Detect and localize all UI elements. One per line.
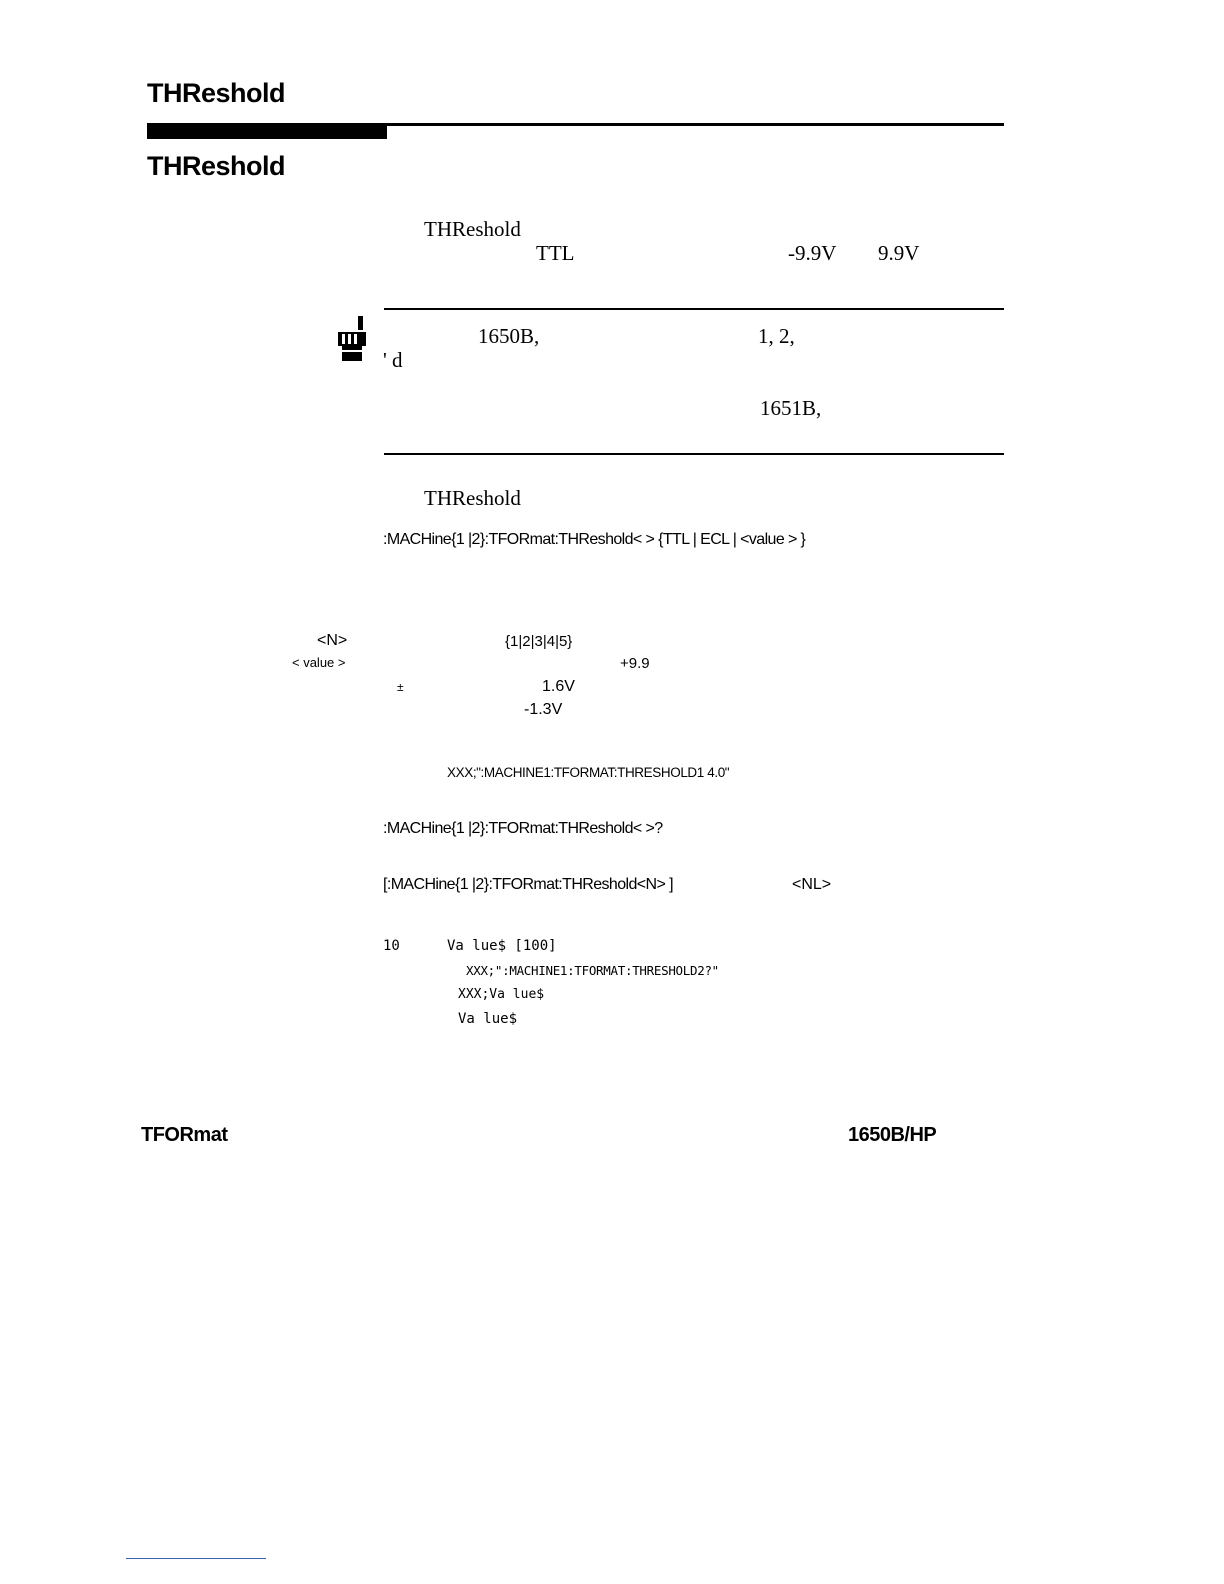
program-dim: Va lue$ [100]: [447, 938, 557, 954]
program-output: XXX;":MACHINE1:TFORMAT:THRESHOLD2?": [466, 963, 719, 978]
returned-format: [:MACHine{1 |2}:TFORmat:THReshold<N> ]: [383, 876, 673, 893]
param-ecl-value: -1.3V: [524, 701, 563, 718]
note-model: 1650B,: [478, 324, 540, 348]
intro-ttl: TTL: [536, 241, 575, 265]
query-syntax: :MACHine{1 |2}:TFORmat:THReshold< >?: [383, 820, 663, 837]
pointing-hand-icon: [334, 314, 374, 369]
param-approx-symbol: ±: [397, 680, 404, 694]
running-header: THReshold: [147, 78, 286, 108]
intro-min-voltage: -9.9V: [788, 241, 837, 265]
param-value-label: < value >: [292, 655, 346, 670]
section-title: THReshold: [147, 151, 286, 181]
program-line-number: 10: [383, 938, 400, 954]
note-pods: 1, 2,: [758, 324, 795, 348]
program-print: Va lue$: [458, 1011, 518, 1027]
command-word: THReshold: [424, 486, 521, 510]
header-rule: [147, 123, 1004, 126]
command-syntax: :MACHine{1 |2}:TFORmat:THReshold< > {TTL | ECL | <value > }: [383, 531, 806, 548]
program-enter: XXX;Va lue$: [458, 987, 545, 1002]
param-n-label: <N>: [317, 632, 348, 649]
param-n-values: {1|2|3|4|5}: [505, 633, 573, 650]
note-top-rule: [384, 308, 1004, 310]
footer-right: 1650B/HP: [848, 1124, 937, 1146]
bottom-edge-line: [126, 1558, 266, 1559]
returned-terminator: <NL>: [792, 876, 832, 893]
note-model-2: 1651B,: [760, 396, 822, 420]
intro-max-voltage: 9.9V: [878, 241, 920, 265]
footer-left: TFORmat: [141, 1124, 228, 1146]
header-thick-bar: [147, 126, 387, 139]
example-command: XXX;":MACHINE1:TFORMAT:THRESHOLD1 4.0": [447, 765, 730, 780]
intro-command-word: THReshold: [424, 217, 521, 241]
note-bottom-rule: [384, 453, 1004, 455]
param-value-max: +9.9: [620, 655, 650, 672]
note-fragment: ' d: [383, 348, 403, 372]
param-ttl-value: 1.6V: [542, 678, 575, 695]
